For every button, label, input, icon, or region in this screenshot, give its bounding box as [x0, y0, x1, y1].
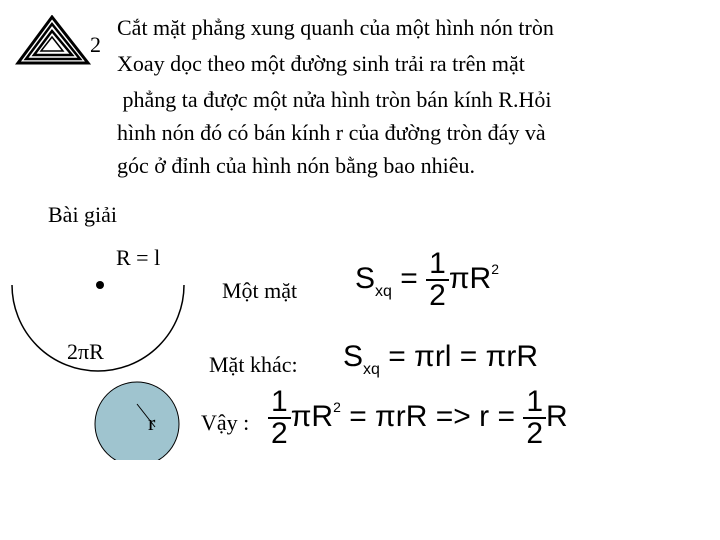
arc-length-label: 2πR — [67, 339, 104, 364]
problem-line-1: Cắt mặt phẳng xung quanh của một hình nón tròn — [117, 15, 554, 40]
formula-one-fraction — [426, 247, 449, 312]
formula-three-fraction-two — [523, 385, 546, 450]
formula-two-lhs: S — [343, 340, 364, 373]
formula-three-part2: = πrR => r = — [349, 399, 515, 433]
one-side-label: Một mặt — [222, 278, 298, 303]
problem-line-3: phẳng ta được một nửa hình tròn bán kính R.Hỏi — [117, 87, 552, 112]
problem-number: 2 — [90, 32, 101, 57]
radius-label: R = l — [116, 245, 161, 270]
nested-triangle-icon — [14, 15, 92, 67]
development-figure — [0, 270, 200, 460]
formula-three-frac-den: 2 — [271, 417, 288, 450]
formula-one-lhs: S — [355, 261, 376, 295]
formula-three-fraction — [268, 385, 291, 450]
formula-three — [268, 385, 568, 450]
formula-one — [355, 247, 499, 312]
small-radius-label: r — [148, 410, 156, 435]
formula-three-part1: πR — [290, 399, 334, 433]
formula-one-rhs-sup: 2 — [491, 260, 499, 277]
formula-two-rhs: = πrl = πrR — [388, 340, 539, 373]
formula-three-part1-sup: 2 — [333, 398, 341, 415]
other-side-label: Mặt khác: — [209, 352, 298, 377]
formula-one-lhs-sub: xq — [375, 282, 392, 300]
formula-three-frac2-den: 2 — [526, 417, 543, 450]
formula-one-frac-num: 1 — [429, 247, 446, 280]
problem-line-5: góc ở đỉnh của hình nón bằng bao nhiêu. — [117, 153, 476, 178]
formula-three-frac-num: 1 — [271, 385, 288, 418]
problem-line-2: Xoay dọc theo một đường sinh trải ra trên mặt — [117, 51, 525, 76]
formula-three-frac2-num: 1 — [526, 385, 543, 418]
formula-one-rhs: πR — [448, 261, 492, 295]
formula-two-lhs-sub: xq — [363, 361, 380, 378]
formula-one-frac-den: 2 — [429, 279, 446, 312]
formula-three-part3: R — [546, 399, 568, 433]
conclusion-label: Vậy : — [201, 410, 250, 435]
problem-line-4: hình nón đó có bán kính r của đường tròn đáy và — [117, 120, 546, 145]
formula-one-eq: = — [400, 261, 418, 295]
solution-heading: Bài giải — [48, 202, 118, 227]
formula-two — [343, 340, 539, 378]
